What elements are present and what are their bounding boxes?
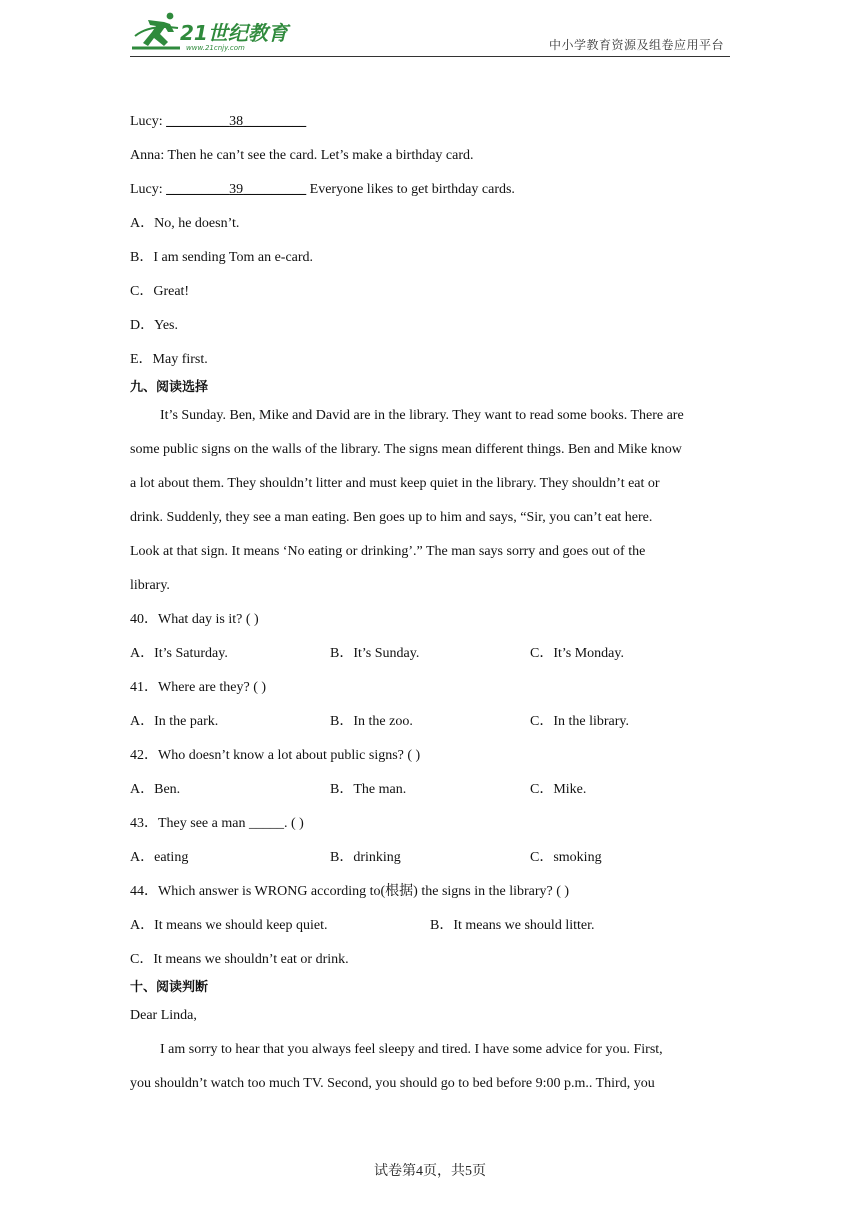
letter-greeting: Dear Linda, [130,1008,197,1023]
answer-blank-38: _________38_________ [166,114,307,129]
question-44: 44．Which answer is WRONG according to(根据) the signs in the library? ( ) [130,884,570,899]
passage-line: Look at that sign. It means ‘No eating or drinking’.” The man says sorry and goes out of the [130,544,646,559]
option-b: B．It means we should litter. [430,918,595,933]
option-c: C．In the library. [530,714,630,729]
question-41: 41．Where are they? ( ) [130,680,267,695]
passage-line: drink. Suddenly, they see a man eating. Ben goes up to him and says, “Sir, you can’t eat here. [130,510,653,525]
speaker: Lucy: [130,182,167,197]
exam-content [130,113,730,1109]
option-c: C．It’s Monday. [530,646,624,661]
option-c: C．Mike. [530,782,587,797]
passage-line: It’s Sunday. Ben, Mike and David are in the library. They want to read some books. There are [160,408,684,423]
letter-line: I am sorry to hear that you always feel sleepy and tired. I have some advice for you. First, [160,1042,663,1057]
dialogue-option: C．Great! [130,284,190,299]
option-a: A．It’s Saturday. [130,646,228,661]
speaker: Lucy: [130,114,167,129]
dialogue-option: B．I am sending Tom an e-card. [130,250,314,265]
logo-text: 21世纪教育 [180,21,288,45]
question-44-options [130,917,730,951]
question-42: 42．Who doesn’t know a lot about public signs? ( ) [130,748,421,763]
dialogue-option: E．May first. [130,352,208,367]
option-b: B．The man. [330,782,407,797]
question-42-options [130,781,730,815]
section-title-reading-judgement: 十、阅读判断 [130,980,209,995]
dialogue-option: D．Yes. [130,318,178,333]
passage-line: some public signs on the walls of the library. The signs mean different things. Ben and Mike know [130,442,682,457]
passage-line: library. [130,578,170,593]
question-43: 43．They see a man _____. ( ) [130,816,304,831]
question-41-options [130,713,730,747]
logo-url: www.21cnjy.com [186,44,245,52]
option-b: B．drinking [330,850,401,865]
option-a: A．It means we should keep quiet. [130,918,328,933]
dialogue-line-39: Lucy: _________39_________ Everyone likes to get birthday cards. [130,182,515,197]
question-40-options [130,645,730,679]
question-44-option-c: C．It means we shouldn’t eat or drink. [130,952,349,967]
dialogue-option: A．No, he doesn’t. [130,216,240,231]
page-footer: 试卷第4页，共5页 [374,1164,486,1179]
letter-line: you shouldn’t watch too much TV. Second, you should go to bed before 9:00 p.m.. Third, you [130,1076,655,1091]
page-header [130,10,730,57]
option-b: B．In the zoo. [330,714,413,729]
site-logo [130,10,300,54]
question-43-options [130,849,730,883]
dialogue-line-anna: Anna: Then he can’t see the card. Let’s make a birthday card. [130,148,474,163]
option-c: C．smoking [530,850,602,865]
passage-line: a lot about them. They shouldn’t litter and must keep quiet in the library. They shouldn’t eat or [130,476,660,491]
option-a: A．In the park. [130,714,219,729]
dialogue-line-38 [130,113,730,147]
option-b: B．It’s Sunday. [330,646,420,661]
option-a: A．eating [130,850,189,865]
option-a: A．Ben. [130,782,181,797]
answer-blank-39: _________39_________ [166,182,307,197]
question-40: 40．What day is it? ( ) [130,612,259,627]
section-title-reading-choice: 九、阅读选择 [130,380,209,395]
header-platform-text: 中小学教育资源及组卷应用平台 [548,38,724,52]
